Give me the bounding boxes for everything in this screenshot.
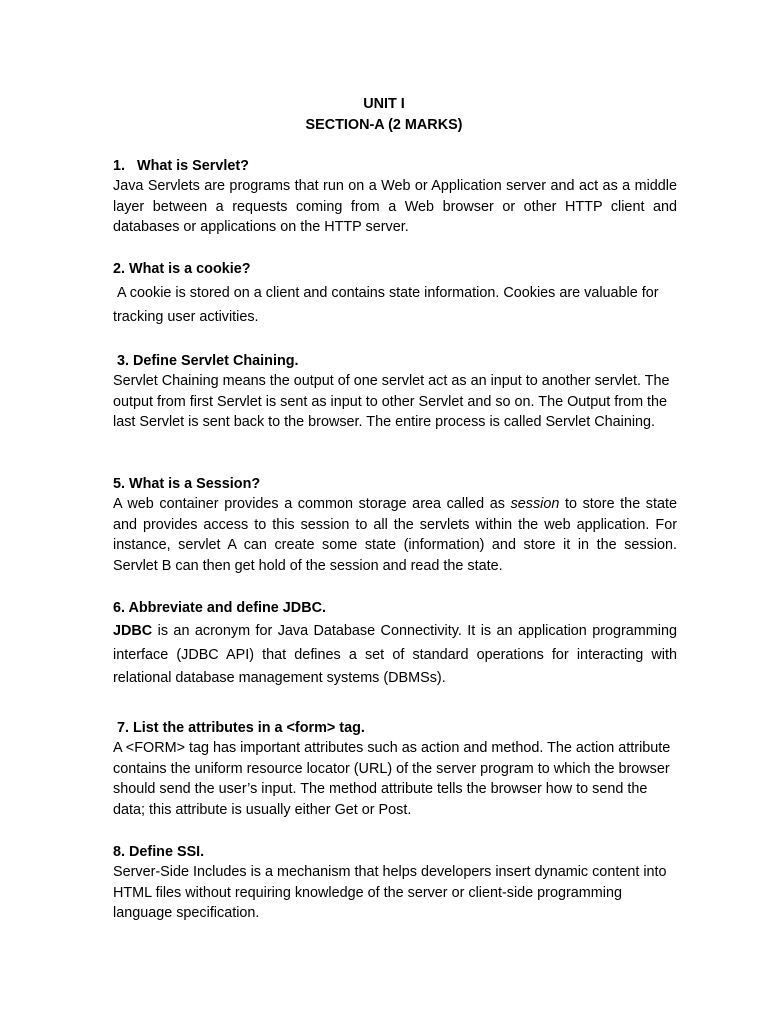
unit-heading: UNIT I: [363, 96, 405, 112]
question-1-title: 1. What is Servlet?: [113, 158, 249, 174]
question-8-title: 8. Define SSI.: [113, 844, 205, 860]
question-3-answer: Servlet Chaining means the output of one servlet act as an input to another servlet. The output from first Servlet is sent as input to other Servlet and so on. The Output from the last Servlet is sent back to the browser. The entire process is called Servlet Chaining.: [113, 373, 670, 431]
question-5-answer-end: to store the state and provides access to this session to all the servlets within the web application. For instance, servlet A can create some state (information) and store it in the session. Servlet B can then get hold of the session and read the state.: [113, 496, 677, 574]
section-heading: SECTION-A (2 MARKS): [305, 117, 463, 133]
question-2-title: 2. What is a cookie?: [113, 261, 251, 277]
question-6-answer: [113, 620, 677, 691]
question-7-title: 7. List the attributes in a <form> tag.: [113, 720, 365, 736]
question-1-answer: Java Servlets are programs that run on a Web or Application server and act as a middle layer between a requests coming from a Web browser or other HTTP client and databases or applications on the HTTP server.: [113, 178, 677, 236]
question-5-title: 5. What is a Session?: [113, 476, 261, 492]
question-5-answer: [113, 494, 677, 576]
question-5-answer-emphasis: session: [510, 496, 560, 512]
question-6-answer-term: JDBC: [113, 623, 153, 639]
question-7-answer: A <FORM> tag has important attributes such as action and method. The action attribute contains the uniform resource locator (URL) of the server program to which the browser should send the user’s input. The method attribute tells the browser how to send the data; this attribute is usually either Get or Post.: [113, 740, 671, 818]
question-8-answer: Server-Side Includes is a mechanism that helps developers insert dynamic content into HTML files without requiring knowledge of the server or client-side programming language specification.: [113, 864, 667, 922]
question-5-answer-start: A web container provides a common storage area called as: [113, 496, 511, 512]
question-6-title: 6. Abbreviate and define JDBC.: [113, 600, 326, 616]
question-3-title: 3. Define Servlet Chaining.: [113, 353, 299, 369]
question-6-answer-text: is an acronym for Java Database Connectivity. It is an application programming interface (JDBC API) that defines a set of standard operations for interacting with relational database management systems (DBMSs).: [113, 623, 677, 686]
question-2-answer: A cookie is stored on a client and contains state information. Cookies are valuable for tracking user activities.: [113, 285, 663, 325]
